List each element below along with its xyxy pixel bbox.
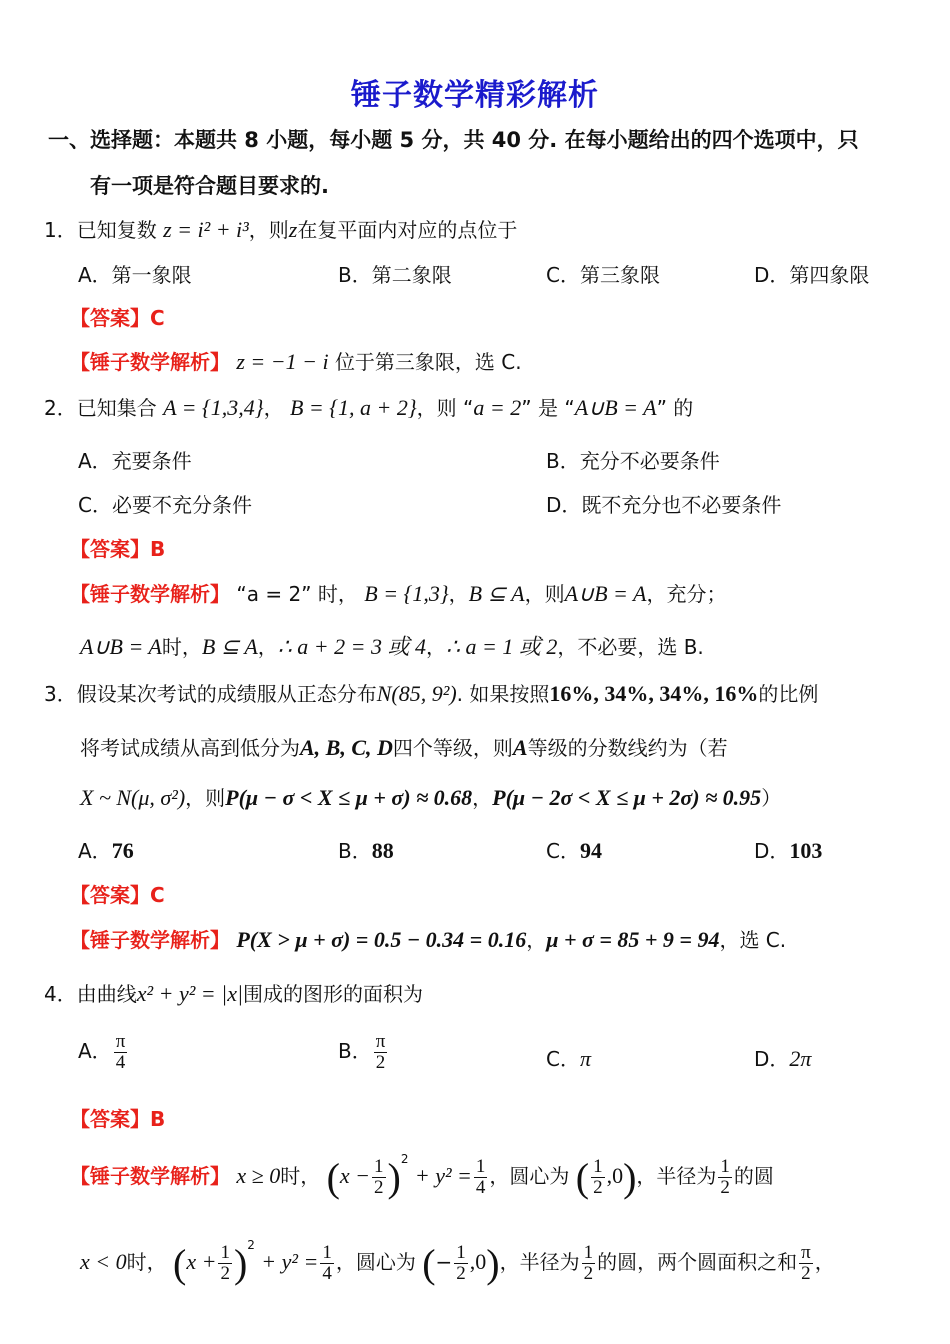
q4-option-a[interactable]: A． $\frac{\pi}{4}$ [78, 1031, 126, 1073]
q3-answer: 【答案】C [70, 883, 165, 907]
section-header-line2: 有一项是符合题目要求的. [90, 174, 329, 198]
q2-option-b[interactable]: B．充分不必要条件 [546, 449, 720, 473]
q2-option-c[interactable]: C．必要不充分条件 [78, 493, 252, 517]
question-4: 4．由曲线x² + y² = |x|围成的图形的面积为 [44, 981, 424, 1006]
question-2: 2．已知集合 A = {1,3,4}， B = {1, a + 2}，则 “a = 2” 是 “A∪B = A” 的 [44, 395, 694, 420]
q3-option-a[interactable]: A．76 [78, 838, 134, 863]
q2-option-a[interactable]: A．充要条件 [78, 449, 192, 473]
q1-option-b[interactable]: B．第二象限 [338, 263, 452, 287]
q3-analysis: 【锤子数学解析】 P(X > μ + σ) = 0.5 − 0.34 = 0.16，μ + σ = 85 + 9 = 94，选 C. [70, 927, 787, 952]
question-number: 1． [44, 218, 77, 242]
q3-option-c[interactable]: C．94 [546, 838, 602, 863]
q2-option-d[interactable]: D．既不充分也不必要条件 [546, 493, 782, 517]
q3-option-b[interactable]: B．88 [338, 838, 394, 863]
q4-option-d[interactable]: D．2π [754, 1046, 812, 1071]
q3-option-d[interactable]: D．103 [754, 838, 823, 863]
q2-analysis-line2: A∪B = A时，B ⊆ A，∴ a + 2 = 3 或 4，∴ a = 1 或 2，不必要，选 B. [80, 634, 704, 659]
q2-answer: 【答案】B [70, 537, 166, 561]
q1-option-a[interactable]: A．第一象限 [78, 263, 192, 287]
q1-option-c[interactable]: C．第三象限 [546, 263, 660, 287]
q1-option-d[interactable]: D．第四象限 [754, 263, 870, 287]
question-3-line2: 将考试成绩从高到低分为A, B, C, D四个等级，则A等级的分数线约为（若 [80, 735, 728, 760]
q2-analysis-line1: 【锤子数学解析】 “a = 2” 时， B = {1,3}，B ⊆ A，则A∪B = A，充分； [70, 581, 727, 606]
section-header-line1: 一、选择题：本题共 8 小题，每小题 5 分，共 40 分. 在每小题给出的四个选项中，只 [48, 128, 859, 152]
q1-answer: 【答案】C [70, 306, 165, 330]
q4-analysis-line1: 【锤子数学解析】 x ≥ 0时， (x − $\frac{1}{2}$ )$^2$ + y² = $\frac{1}{4}$ ，圆心为 ( $\frac{1}{2}$ ,0)，半径为 $\frac{1}{2}$ 的圆 [70, 1152, 774, 1200]
q4-option-c[interactable]: C．π [546, 1046, 591, 1071]
q4-option-b[interactable]: B． $\frac{\pi}{2}$ [338, 1031, 386, 1073]
q4-answer: 【答案】B [70, 1107, 166, 1131]
formula: z = i² + i³ [163, 217, 249, 242]
q1-analysis: 【锤子数学解析】 z = −1 − i 位于第三象限，选 C. [70, 349, 522, 374]
question-1: 1．已知复数 z = i² + i³，则z在复平面内对应的点位于 [44, 217, 518, 242]
q4-analysis-line2: x < 0时， (x + $\frac{1}{2}$ )$^2$ + y² = $\frac{1}{4}$ ，圆心为 (− $\frac{1}{2}$ ,0)，半径为 $\frac{1}{2}$ 的圆，两个圆面积之和 $\frac{\pi}{2}$ ， [80, 1238, 835, 1286]
page-title: 锤子数学精彩解析 [351, 78, 599, 113]
question-3-line3: X ~ N(μ, σ²)，则P(μ − σ < X ≤ μ + σ) ≈ 0.68，P(μ − 2σ < X ≤ μ + 2σ) ≈ 0.95） [80, 785, 782, 810]
question-3-line1: 3．假设某次考试的成绩服从正态分布N(85, 9²). 如果按照16%, 34%, 34%, 16%的比例 [44, 681, 819, 706]
